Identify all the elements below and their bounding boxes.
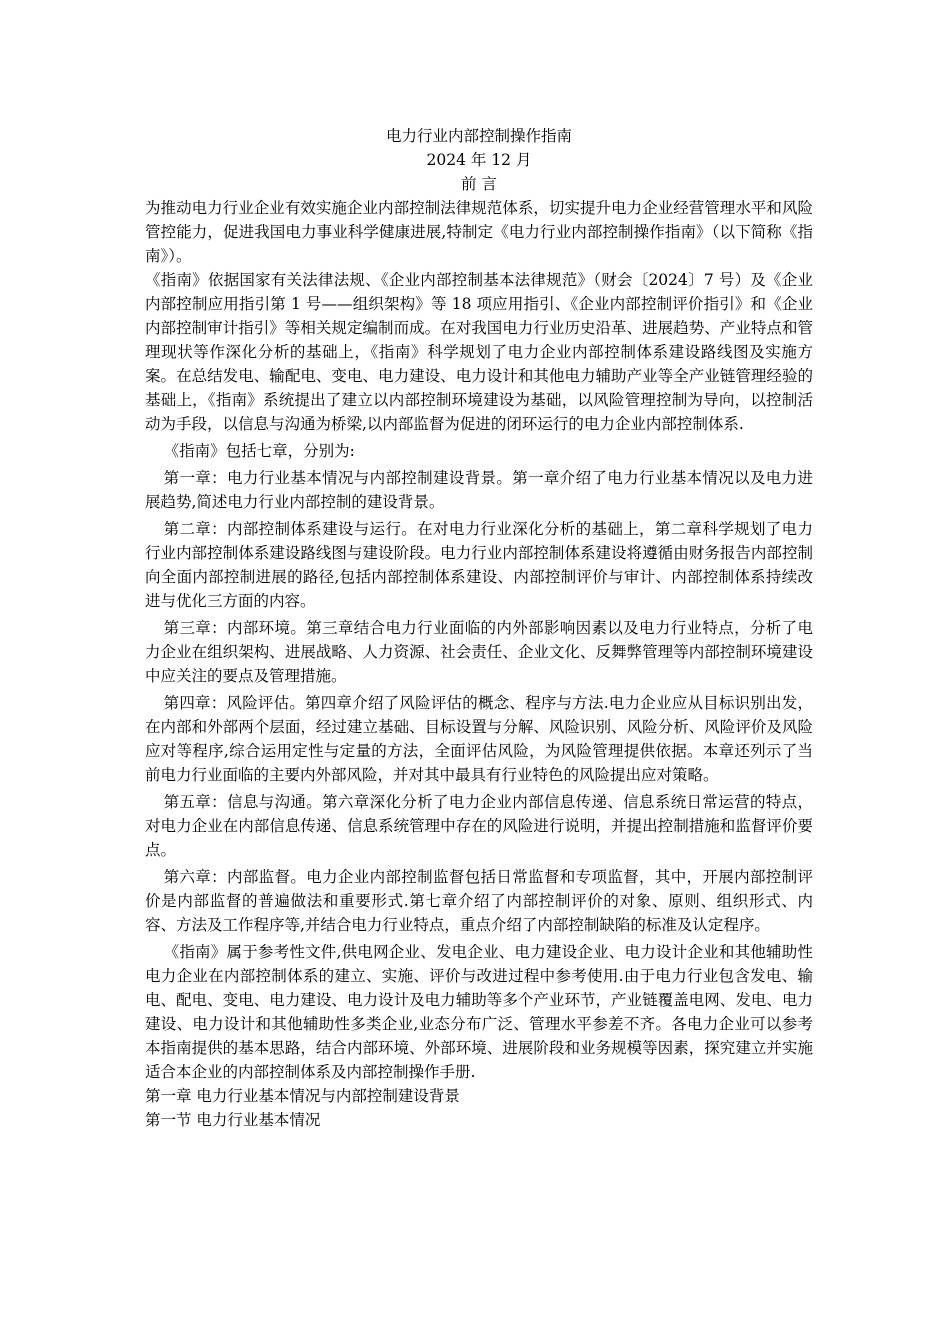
paragraph-chapter-5: 第五章：信息与沟通。第六章深化分析了电力企业内部信息传递、信息系统日常运营的特点，对电力企业在内部信息传递、信息系统管理中存在的风险进行说明，并提出控制措施和监督评价要点。 [145, 793, 813, 859]
document-page [145, 124, 813, 1132]
paragraph-basis: 《指南》依据国家有关法律法规、《企业内部控制基本法律规范》（财会〔2024〕7 号）及《企业内部控制应用指引第 1 号——组织架构》等 18 项应用指引、《企业内部控制评价指引》和《企业内部控制审计指引》等相关规定编制而成。在对我国电力行业历史沿革、进展趋势、产业特点和管理现状等作深化分析的基础上，《指南》科学规划了电力企业内部控制体系建设路线图及实施方案。在总结发电、输配电、变电、电力建设、电力设计和其他电力辅助产业等全产业链管理经验的基础上，《指南》系统提出了建立以内部控制环境建设为基础，以风险管理控制为导向，以控制活动为手段，以信息与沟通为桥梁,以内部监督为促进的闭环运行的电力企业内部控制体系. [145, 271, 813, 433]
section-heading: 第一节 电力行业基本情况 [145, 1111, 321, 1129]
chapter-heading: 第一章 电力行业基本情况与内部控制建设背景 [145, 1087, 460, 1105]
paragraph-chapter-3: 第三章：内部环境。第三章结合电力行业面临的内外部影响因素以及电力行业特点，分析了电力企业在组织架构、进展战略、人力资源、社会责任、企业文化、反舞弊管理等内部控制环境建设中应关注的要点及管理措施。 [145, 619, 813, 685]
paragraph-chapter-2: 第二章：内部控制体系建设与运行。在对电力行业深化分析的基础上，第二章科学规划了电力行业内部控制体系建设路线图与建设阶段。电力行业内部控制体系建设将遵循由财务报告内部控制向全面内部控制进展的路径,包括内部控制体系建设、内部控制评价与审计、内部控制体系持续改进与优化三方面的内容。 [145, 520, 813, 610]
preface-heading: 前 言 [461, 175, 497, 193]
document-date: 2024 年 12 月 [426, 151, 532, 169]
document-title: 电力行业内部控制操作指南 [385, 127, 572, 145]
paragraph-chapter-overview: 《指南》包括七章，分别为: [163, 442, 355, 460]
paragraph-usage-note: 《指南》属于参考性文件,供电网企业、发电企业、电力建设企业、电力设计企业和其他辅助性电力企业在内部控制体系的建立、实施、评价与改进过程中参考使用.由于电力行业包含发电、输电、配电、变电、电力建设、电力设计及电力辅助等多个产业环节，产业链覆盖电网、发电、电力建设、电力设计和其他辅助性多类企业,业态分布广泛、管理水平参差不齐。各电力企业可以参考本指南提供的基本思路，结合内部环境、外部环境、进展阶段和业务规模等因素，探究建立并实施适合本企业的内部控制体系及内部控制操作手册. [145, 943, 813, 1081]
paragraph-chapter-1: 第一章：电力行业基本情况与内部控制建设背景。第一章介绍了电力行业基本情况以及电力进展趋势,简述电力行业内部控制的建设背景。 [145, 469, 813, 511]
paragraph-purpose: 为推动电力行业企业有效实施企业内部控制法律规范体系，切实提升电力企业经营管理水平和风险管控能力，促进我国电力事业科学健康进展,特制定《电力行业内部控制操作指南》（以下简称《指南》）。 [145, 199, 813, 265]
paragraph-chapter-4: 第四章：风险评估。第四章介绍了风险评估的概念、程序与方法.电力企业应从目标识别出发，在内部和外部两个层面，经过建立基础、目标设置与分解、风险识别、风险分析、风险评价及风险应对等程序,综合运用定性与定量的方法，全面评估风险，为风险管理提供依据。本章还列示了当前电力行业面临的主要内外部风险，并对其中最具有行业特色的风险提出应对策略。 [145, 694, 813, 784]
paragraph-chapter-6: 第六章：内部监督。电力企业内部控制监督包括日常监督和专项监督，其中，开展内部控制评价是内部监督的普遍做法和重要形式.第七章介绍了内部控制评价的对象、原则、组织形式、内容、方法及工作程序等,并结合电力行业特点，重点介绍了内部控制缺陷的标准及认定程序。 [145, 868, 813, 934]
